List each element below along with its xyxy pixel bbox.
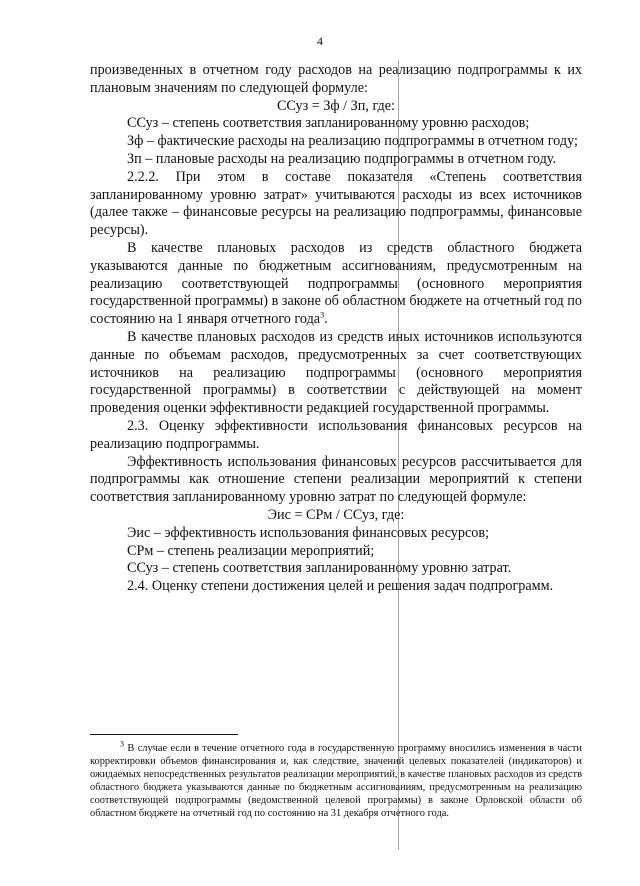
- paragraph: 2.2.2. При этом в составе показателя «Степень соответствия запланированному уровню затрат» учитываются расходы из всех источников (далее также – финансовые ресурсы на реализацию подпрограммы, финансовые ресурсы).: [90, 168, 582, 239]
- paragraph: В качестве плановых расходов из средств иных источников используются данные по объемам расходов, предусмотренных за счет соответствующих источников на реализацию подпрограммы (основного мероприятия государственной программы) в соответствии с действующей на момент проведения оценки эффективности редакцией государственной программы.: [90, 328, 582, 417]
- paragraph-end: .: [324, 311, 328, 328]
- paragraph-text: В качестве плановых расходов из средств областного бюджета указываются данные по бюджетным ассигнованиям, предусмотренным на реализацию соответствующей подпрограммы (основного мероприятия государственной программы) в законе об областном бюджете на отчетный год по состоянию на 1 января отчетного года: [90, 239, 582, 328]
- paragraph: 2.4. Оценку степени достижения целей и решения задач подпрограмм.: [127, 578, 554, 595]
- footnote-block: [90, 739, 582, 820]
- definition: Зф – фактические расходы на реализацию подпрограммы в отчетном году;: [127, 133, 578, 150]
- scan-fold-line: [398, 60, 399, 850]
- footnote: [90, 739, 582, 820]
- definition: Эис – эффективность использования финансовых ресурсов;: [127, 524, 490, 541]
- footnote-mark: 3: [120, 739, 124, 749]
- definition: ССуз – степень соответствия запланированному уровню расходов;: [127, 115, 530, 132]
- formula: Эис = СРм / ССуз, где:: [267, 506, 405, 523]
- paragraph: произведенных в отчетном году расходов на реализацию подпрограммы к их плановым значениям по следующей формуле:: [90, 62, 582, 96]
- paragraph: 2.3. Оценку эффективности использования финансовых ресурсов на реализацию подпрограммы.: [90, 417, 582, 452]
- footnote-ref: 3: [320, 310, 325, 320]
- footnote-divider: [90, 734, 238, 735]
- formula: ССуз = Зф / Зп, где:: [276, 97, 396, 114]
- definition: СРм – степень реализации мероприятий;: [127, 542, 375, 559]
- paragraph: [90, 240, 582, 329]
- page-number: 4: [317, 34, 323, 48]
- definition: ССуз – степень соответствия запланированному уровню затрат.: [127, 560, 512, 577]
- definition: Зп – плановые расходы на реализацию подпрограммы в отчетном году.: [127, 150, 557, 167]
- document-body: [90, 62, 582, 596]
- footnote-text: В случае если в течение отчетного года в государственную программу вносились изменения в части корректировки объемов финансирования и, как следствие, значений целевых показателей (индикаторов) и ожидаемых непосредственных результатов реализации мероприятий, в качестве плановых расходов из средств областного бюджета указываются данные по бюджетным ассигнованиям, предусмотренным на реализацию соответствующей подпрограммы (ведомственной целевой программы) в законе Орловской области об областном бюджете на отчетный год по состоянию на 31 декабря отчетного года.: [90, 743, 582, 819]
- paragraph: Эффективность использования финансовых ресурсов рассчитывается для подпрограммы как отношение степени реализации мероприятий к степени соответствия запланированному уровню затрат по следующей формуле:: [90, 453, 582, 506]
